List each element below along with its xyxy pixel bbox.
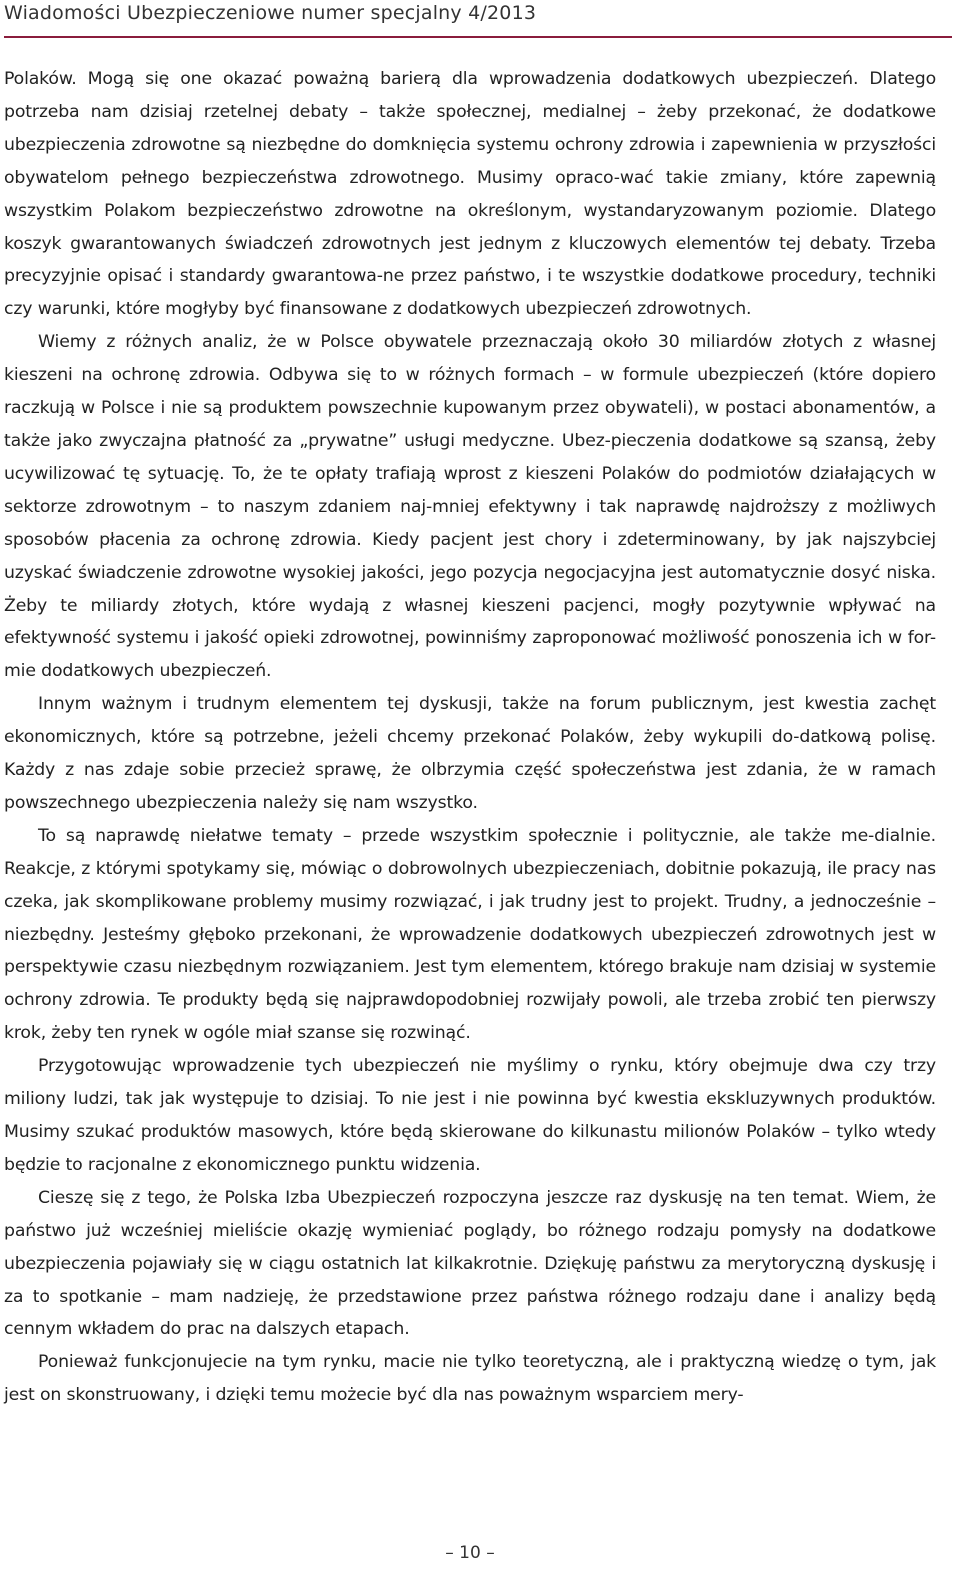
page-number: – 10 –	[445, 1543, 495, 1563]
publication-title: Wiadomości Ubezpieczeniowe numer specjalny 4/2013	[4, 2, 537, 24]
paragraph-5: Przygotowując wprowadzenie tych ubezpieczeń nie myślimy o rynku, który obejmuje dwa czy trzy miliony ludzi, tak jak występuje to dzisiaj. To nie jest i nie powinna być kwestia ekskluzywnych produktów. Musimy szukać produktów masowych, które będą skierowane do kilkunastu milionów Polaków – tylko wtedy będzie to racjonalne z ekonomicznego punktu widzenia.	[4, 1056, 936, 1175]
paragraph-4: To są naprawdę niełatwe tematy – przede wszystkim społecznie i politycznie, ale także me-dialnie. Reakcje, z którymi spotykamy się, mówiąc o dobrowolnych ubezpieczeniach, dobitnie pokazują, ile pracy nas czeka, jak skomplikowane problemy musimy rozwiązać, i jak trudny jest to projekt. Trudny, a jednocześnie – niezbędny. Jesteśmy głęboko przekonani, że wprowadzenie dodatkowych ubezpieczeń zdrowotnych jest w perspektywie czasu niezbędnym rozwiązaniem. Jest tym elementem, którego brakuje nam dzisiaj w systemie ochrony zdrowia. Te produkty będą się najprawdopodobniej rozwijały powoli, ale trzeba zrobić ten pierwszy krok, żeby ten rynek w ogóle miał szanse się rozwinąć.	[4, 825, 936, 1044]
paragraph-2: Wiemy z różnych analiz, że w Polsce obywatele przeznaczają około 30 miliardów złotych z własnej kieszeni na ochronę zdrowia. Odbywa się to w różnych formach – w formule ubezpieczeń (które dopiero raczkują w Polsce i nie są produktem powszechnie kupowanym przez obywateli), w postaci abonamentów, a także jako zwyczajna płatność za „prywatne” usługi medyczne. Ubez-pieczenia dodatkowe są szansą, żeby ucywilizować tę sytuację. To, że te opłaty trafiają wprost z kieszeni Polaków do podmiotów działających w sektorze zdrowotnym – to naszym zdaniem naj-mniej efektywny i tak naprawdę najdroższy z możliwych sposobów płacenia za ochronę zdrowia. Kiedy pacjent jest chory i zdeterminowany, by jak najszybciej uzyskać świadczenie zdrowotne wysokiej jakości, jego pozycja negocjacyjna jest automatycznie dosyć niska. Żeby te miliardy złotych, które wydają z własnej kieszeni pacjenci, mogły pozytywnie wpływać na efektywność systemu i jakość opieki zdrowotnej, powinniśmy zaproponować możliwość ponoszenia ich w for-mie dodatkowych ubezpieczeń.	[4, 332, 936, 682]
paragraph-6: Cieszę się z tego, że Polska Izba Ubezpieczeń rozpoczyna jeszcze raz dyskusję na ten temat. Wiem, że państwo już wcześniej mieliście okazję wymieniać poglądy, bo różnego rodzaju pomysły na dodatkowe ubezpieczenia pojawiały się w ciągu ostatnich lat kilkakrotnie. Dziękuję państwu za merytoryczną dyskusję i za to spotkanie – mam nadzieję, że przedstawione przez państwa różnego rodzaju dane i analizy będą cennym wkładem do prac na dalszych etapach.	[4, 1187, 936, 1340]
paragraph-3: Innym ważnym i trudnym elementem tej dyskusji, także na forum publicznym, jest kwestia zachęt ekonomicznych, które są potrzebne, jeżeli chcemy przekonać Polaków, żeby wykupili do-datkową polisę. Każdy z nas zdaje sobie przecież sprawę, że olbrzymia część społeczeństwa jest zdania, że w ramach powszechnego ubezpieczenia należy się nam wszystko.	[4, 694, 936, 813]
paragraph-1: Polaków. Mogą się one okazać poważną barierą dla wprowadzenia dodatkowych ubezpieczeń. Dlatego potrzeba nam dzisiaj rzetelnej debaty – także społecznej, medialnej – żeby przekonać, że dodatkowe ubezpieczenia zdrowotne są niezbędne do domknięcia systemu ochrony zdrowia i zapewnienia w przyszłości obywatelom pełnego bezpieczeństwa zdrowotnego. Musimy opraco-wać takie zmiany, które zapewnią wszystkim Polakom bezpieczeństwo zdrowotne na określonym, wystandaryzowanym poziomie. Dlatego koszyk gwarantowanych świadczeń zdrowotnych jest jednym z kluczowych elementów tej debaty. Trzeba precyzyjnie opisać i standardy gwarantowa-ne przez państwo, i te wszystkie dodatkowe procedury, techniki czy warunki, które mogłyby być finansowane z dodatkowych ubezpieczeń zdrowotnych.	[4, 69, 936, 320]
paragraph-7: Ponieważ funkcjonujecie na tym rynku, macie nie tylko teoretyczną, ale i praktyczną wiedzę o tym, jak jest on skonstruowany, i dzięki temu możecie być dla nas poważnym wsparciem mery-	[4, 1352, 936, 1406]
running-header	[4, 0, 952, 38]
article-body	[4, 63, 936, 1412]
